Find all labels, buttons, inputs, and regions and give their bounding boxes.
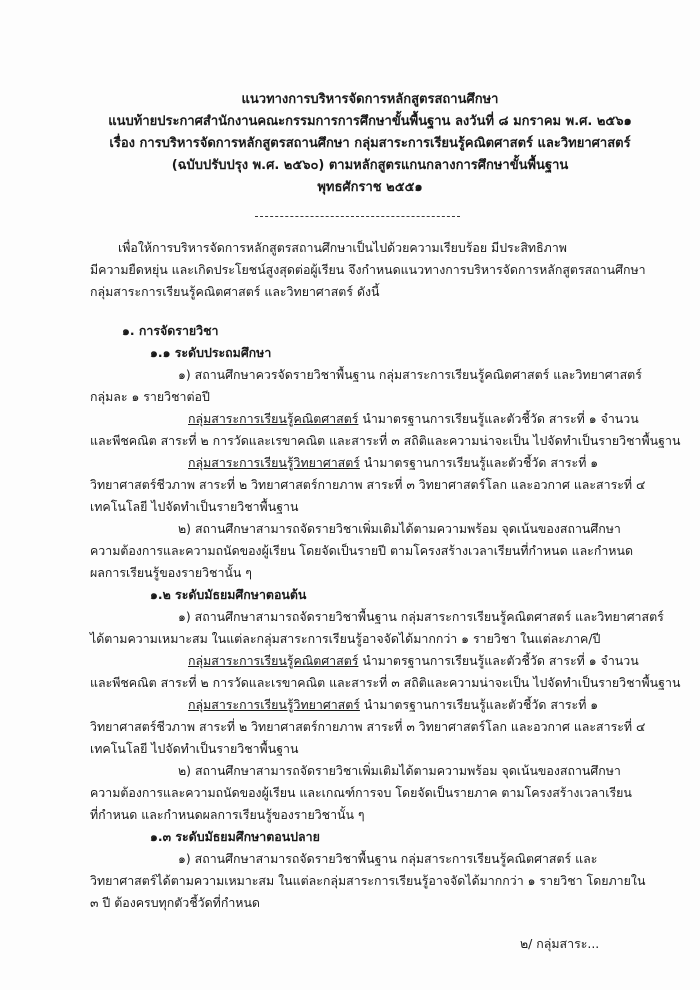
- doc-subtitle-edition: (ฉบับปรับปรุง พ.ศ. ๒๕๖๐) ตามหลักสูตรแกนกลางการศึกษาขั้นพื้นฐาน: [171, 158, 569, 173]
- s12-math-label: กลุ่มสาระการเรียนรู้คณิตศาสตร์: [188, 653, 359, 668]
- page-continuation: ๒/ กลุ่มสาระ...: [520, 936, 600, 951]
- s11-math-line-2: และพีชคณิต สาระที่ ๒ การวัดและเรขาคณิต และสาระที่ ๓ สถิติและความน่าจะเป็น ไปจัดทำเป็นรายวิชาพื้นฐาน: [90, 433, 681, 448]
- intro-line-3: กลุ่มสาระการเรียนรู้คณิตศาสตร์ และวิทยาศาสตร์ ดังนี้: [90, 284, 380, 299]
- s11-math-rest: นำมาตรฐานการเรียนรู้และตัวชี้วัด สาระที่ ๑ จำนวน: [358, 411, 639, 426]
- s12-math-rest: นำมาตรฐานการเรียนรู้และตัวชี้วัด สาระที่ ๑ จำนวน: [358, 653, 639, 668]
- s12-p1-line-2: ได้ตามความเหมาะสม ในแต่ละกลุ่มสาระการเรียนรู้อาจจัดได้มากกว่า ๑ รายวิชา ในแต่ละภาค/ปี: [90, 631, 601, 646]
- s11-p1-line-1: ๑) สถานศึกษาควรจัดรายวิชาพื้นฐาน กลุ่มสาระการเรียนรู้คณิตศาสตร์ และวิทยาศาสตร์: [178, 367, 642, 382]
- intro-line-2: มีความยืดหยุ่น และเกิดประโยชน์สูงสุดต่อผู้เรียน จึงกำหนดแนวทางการบริหารจัดการหลักสูตรสถานศึกษา: [90, 262, 646, 277]
- doc-subtitle-subject: เรื่อง การบริหารจัดการหลักสูตรสถานศึกษา กลุ่มสาระการเรียนรู้คณิตศาสตร์ และวิทยาศาสตร์: [109, 136, 631, 151]
- section-1-heading: ๑. การจัดรายวิชา: [122, 323, 219, 338]
- s12-sci-line-1: [188, 697, 598, 713]
- s12-p1-line-1: ๑) สถานศึกษาสามารถจัดรายวิชาพื้นฐาน กลุ่มสาระการเรียนรู้คณิตศาสตร์ และวิทยาศาสตร์: [178, 609, 664, 624]
- s11-sci-line-3: เทคโนโลยี ไปจัดทำเป็นรายวิชาพื้นฐาน: [90, 499, 299, 514]
- s11-sci-label: กลุ่มสาระการเรียนรู้วิทยาศาสตร์: [188, 455, 360, 470]
- s13-p1-line-2: วิทยาศาสตร์ได้ตามความเหมาะสม ในแต่ละกลุ่มสาระการเรียนรู้อาจจัดได้มากกว่า ๑ รายวิชา โดยภายใน: [90, 873, 646, 888]
- s12-p2-line-2: ความต้องการและความถนัดของผู้เรียน และเกณฑ์การจบ โดยจัดเป็นรายภาค ตามโครงสร้างเวลาเรียน: [90, 785, 632, 800]
- s11-sci-rest: นำมาตรฐานการเรียนรู้และตัวชี้วัด สาระที่ ๑: [359, 455, 599, 470]
- s11-p2-line-2: ความต้องการและความถนัดของผู้เรียน โดยจัดเป็นรายปี ตามโครงสร้างเวลาเรียนที่กำหนด และกำหนด: [90, 543, 633, 558]
- s11-p2-line-1: ๒) สถานศึกษาสามารถจัดรายวิชาเพิ่มเติมได้ตามความพร้อม จุดเน้นของสถานศึกษา: [178, 521, 621, 536]
- intro-line-1: เพื่อให้การบริหารจัดการหลักสูตรสถานศึกษาเป็นไปด้วยความเรียบร้อย มีประสิทธิภาพ: [118, 240, 567, 255]
- doc-subtitle-year: พุทธศักราช ๒๕๕๑: [317, 180, 423, 195]
- s11-sci-line-1: [188, 455, 598, 471]
- s13-p1-line-3: ๓ ปี ต้องครบทุกตัวชี้วัดที่กำหนด: [90, 895, 260, 910]
- section-1-2-heading: ๑.๒ ระดับมัธยมศึกษาตอนต้น: [150, 587, 307, 602]
- s12-sci-line-3: เทคโนโลยี ไปจัดทำเป็นรายวิชาพื้นฐาน: [90, 741, 299, 756]
- s12-p2-line-3: ที่กำหนด และกำหนดผลการเรียนรู้ของรายวิชานั้น ๆ: [90, 807, 365, 822]
- s13-p1-line-1: ๑) สถานศึกษาสามารถจัดรายวิชาพื้นฐาน กลุ่มสาระการเรียนรู้คณิตศาสตร์ และ: [178, 851, 598, 866]
- doc-title: แนวทางการบริหารจัดการหลักสูตรสถานศึกษา: [241, 92, 499, 107]
- title-divider: [255, 216, 460, 217]
- s11-math-line-1: [188, 411, 639, 427]
- s11-p2-line-3: ผลการเรียนรู้ของรายวิชานั้น ๆ: [90, 565, 252, 580]
- s11-math-label: กลุ่มสาระการเรียนรู้คณิตศาสตร์: [188, 411, 359, 426]
- doc-subtitle-announcement: แนบท้ายประกาศสำนักงานคณะกรรมการการศึกษาขั้นพื้นฐาน ลงวันที่ ๘ มกราคม พ.ศ. ๒๕๖๑: [108, 114, 632, 129]
- s12-math-line-2: และพีชคณิต สาระที่ ๒ การวัดและเรขาคณิต และสาระที่ ๓ สถิติและความน่าจะเป็น ไปจัดทำเป็นรายวิชาพื้นฐาน: [90, 675, 681, 690]
- s11-sci-line-2: วิทยาศาสตร์ชีวภาพ สาระที่ ๒ วิทยาศาสตร์กายภาพ สาระที่ ๓ วิทยาศาสตร์โลก และอวกาศ และสาระที่ ๔: [90, 477, 646, 492]
- section-1-3-heading: ๑.๓ ระดับมัธยมศึกษาตอนปลาย: [150, 829, 320, 844]
- section-1-1-heading: ๑.๑ ระดับประถมศึกษา: [150, 345, 272, 360]
- s11-p1-line-2: กลุ่มละ ๑ รายวิชาต่อปี: [90, 389, 210, 404]
- s12-math-line-1: [188, 653, 639, 669]
- s12-sci-label: กลุ่มสาระการเรียนรู้วิทยาศาสตร์: [188, 697, 360, 712]
- s12-sci-line-2: วิทยาศาสตร์ชีวภาพ สาระที่ ๒ วิทยาศาสตร์กายภาพ สาระที่ ๓ วิทยาศาสตร์โลก และอวกาศ และสาระที่ ๔: [90, 719, 646, 734]
- s12-sci-rest: นำมาตรฐานการเรียนรู้และตัวชี้วัด สาระที่ ๑: [359, 697, 599, 712]
- s12-p2-line-1: ๒) สถานศึกษาสามารถจัดรายวิชาเพิ่มเติมได้ตามความพร้อม จุดเน้นของสถานศึกษา: [178, 763, 621, 778]
